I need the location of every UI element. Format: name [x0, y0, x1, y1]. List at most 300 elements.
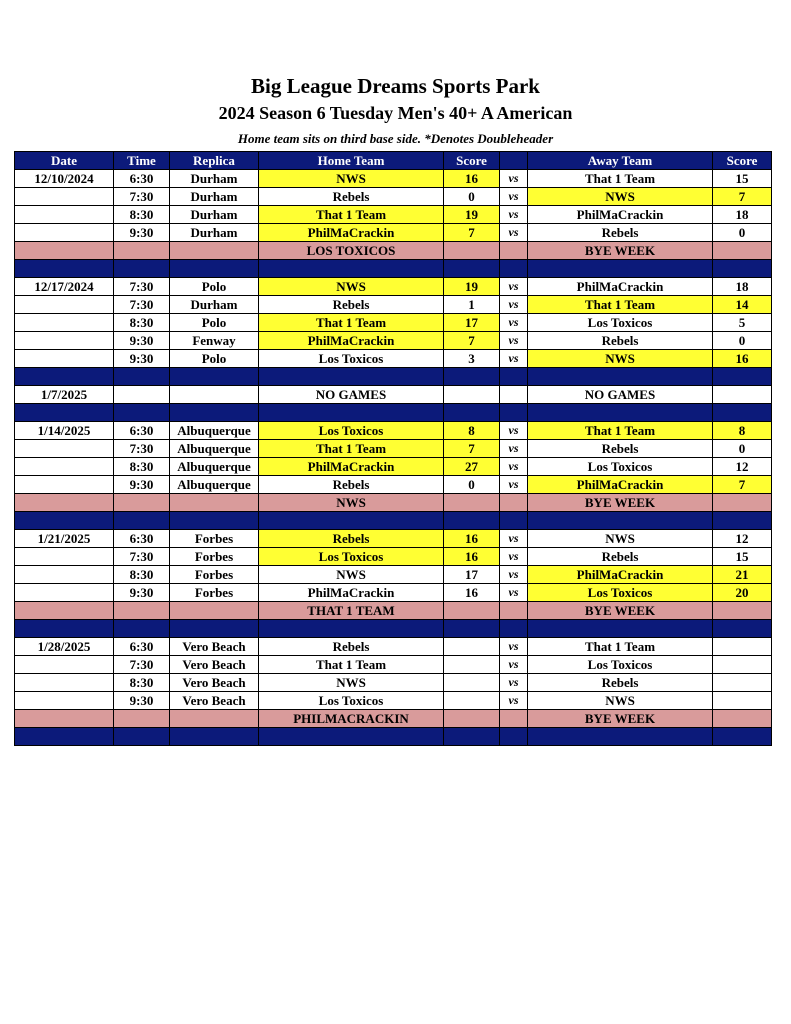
time-cell: 8:30: [114, 314, 170, 332]
home-score-cell: 0: [444, 476, 500, 494]
replica-cell: Durham: [170, 188, 259, 206]
vs-cell: vs: [500, 224, 528, 242]
away-team-cell: NWS: [528, 692, 713, 710]
spacer-cell: [114, 260, 170, 278]
spacer-cell: [528, 728, 713, 746]
vs-cell: vs: [500, 674, 528, 692]
time-cell: 7:30: [114, 548, 170, 566]
home-team-cell: That 1 Team: [259, 206, 444, 224]
bye-team-cell: PHILMACRACKIN: [259, 710, 444, 728]
date-cell: [15, 440, 114, 458]
game-row: [15, 224, 772, 242]
away-team-cell: NWS: [528, 188, 713, 206]
col-vs: [500, 152, 528, 170]
vs-cell: vs: [500, 206, 528, 224]
away-team-cell: Rebels: [528, 548, 713, 566]
home-score-cell: [444, 674, 500, 692]
home-score-cell: 17: [444, 566, 500, 584]
date-cell: 1/28/2025: [15, 638, 114, 656]
replica-cell: Vero Beach: [170, 674, 259, 692]
time-cell: 7:30: [114, 656, 170, 674]
replica-cell: [170, 242, 259, 260]
replica-cell: Forbes: [170, 566, 259, 584]
spacer-row: [15, 728, 772, 746]
away-score-cell: 18: [713, 206, 772, 224]
vs-cell: vs: [500, 188, 528, 206]
date-cell: [15, 548, 114, 566]
date-cell: 1/7/2025: [15, 386, 114, 404]
away-team-cell: Rebels: [528, 332, 713, 350]
date-cell: [15, 602, 114, 620]
away-team-cell: Rebels: [528, 674, 713, 692]
home-score-cell: [444, 602, 500, 620]
vs-cell: vs: [500, 638, 528, 656]
spacer-cell: [114, 404, 170, 422]
home-team-cell: Rebels: [259, 188, 444, 206]
vs-cell: vs: [500, 314, 528, 332]
replica-cell: [170, 494, 259, 512]
spacer-cell: [444, 512, 500, 530]
game-row: [15, 566, 772, 584]
home-score-cell: 16: [444, 530, 500, 548]
spacer-cell: [444, 260, 500, 278]
game-row: [15, 350, 772, 368]
away-score-cell: 15: [713, 548, 772, 566]
spacer-cell: [713, 728, 772, 746]
game-row: [15, 692, 772, 710]
replica-cell: Fenway: [170, 332, 259, 350]
home-score-cell: 19: [444, 278, 500, 296]
spacer-cell: [15, 260, 114, 278]
time-cell: [114, 710, 170, 728]
date-cell: 1/21/2025: [15, 530, 114, 548]
time-cell: [114, 242, 170, 260]
spacer-cell: [500, 368, 528, 386]
date-cell: [15, 296, 114, 314]
game-row: [15, 548, 772, 566]
game-row: [15, 170, 772, 188]
spacer-cell: [259, 260, 444, 278]
date-cell: 12/10/2024: [15, 170, 114, 188]
spacer-row: [15, 620, 772, 638]
home-team-cell: Los Toxicos: [259, 350, 444, 368]
away-team-cell: That 1 Team: [528, 638, 713, 656]
time-cell: 9:30: [114, 332, 170, 350]
spacer-cell: [500, 728, 528, 746]
game-row: [15, 584, 772, 602]
time-cell: 8:30: [114, 674, 170, 692]
time-cell: 9:30: [114, 224, 170, 242]
home-score-cell: 0: [444, 188, 500, 206]
time-cell: 9:30: [114, 476, 170, 494]
home-score-cell: [444, 656, 500, 674]
replica-cell: Polo: [170, 278, 259, 296]
away-score-cell: 15: [713, 170, 772, 188]
vs-cell: vs: [500, 278, 528, 296]
spacer-cell: [713, 368, 772, 386]
replica-cell: [170, 602, 259, 620]
header-row: [15, 152, 772, 170]
schedule-table: [14, 151, 772, 746]
date-cell: [15, 206, 114, 224]
home-team-cell: PhilMaCrackin: [259, 224, 444, 242]
away-score-cell: [713, 692, 772, 710]
away-team-cell: NWS: [528, 530, 713, 548]
date-cell: [15, 584, 114, 602]
home-team-cell: Los Toxicos: [259, 548, 444, 566]
replica-cell: Vero Beach: [170, 638, 259, 656]
date-cell: 1/14/2025: [15, 422, 114, 440]
spacer-cell: [528, 260, 713, 278]
replica-cell: [170, 710, 259, 728]
home-score-cell: [444, 692, 500, 710]
game-row: [15, 386, 772, 404]
time-cell: 8:30: [114, 206, 170, 224]
away-team-cell: That 1 Team: [528, 170, 713, 188]
away-score-cell: 8: [713, 422, 772, 440]
replica-cell: Polo: [170, 314, 259, 332]
spacer-cell: [170, 728, 259, 746]
vs-cell: [500, 602, 528, 620]
home-team-cell: Rebels: [259, 476, 444, 494]
game-row: [15, 206, 772, 224]
home-team-cell: NWS: [259, 674, 444, 692]
spacer-cell: [170, 260, 259, 278]
replica-cell: Vero Beach: [170, 656, 259, 674]
away-score-cell: [713, 602, 772, 620]
vs-cell: vs: [500, 548, 528, 566]
col-replica: Replica: [170, 152, 259, 170]
date-cell: [15, 224, 114, 242]
home-score-cell: 17: [444, 314, 500, 332]
away-score-cell: 21: [713, 566, 772, 584]
vs-cell: vs: [500, 170, 528, 188]
away-score-cell: [713, 494, 772, 512]
vs-cell: [500, 710, 528, 728]
spacer-cell: [528, 404, 713, 422]
spacer-cell: [444, 620, 500, 638]
replica-cell: Polo: [170, 350, 259, 368]
home-score-cell: 16: [444, 584, 500, 602]
col-away-score: Score: [713, 152, 772, 170]
game-row: [15, 458, 772, 476]
time-cell: 6:30: [114, 170, 170, 188]
date-cell: [15, 242, 114, 260]
away-team-cell: Rebels: [528, 440, 713, 458]
date-cell: [15, 350, 114, 368]
spacer-cell: [444, 404, 500, 422]
away-score-cell: 7: [713, 476, 772, 494]
spacer-cell: [114, 728, 170, 746]
away-team-cell: Rebels: [528, 224, 713, 242]
replica-cell: Albuquerque: [170, 476, 259, 494]
date-cell: 12/17/2024: [15, 278, 114, 296]
spacer-row: [15, 404, 772, 422]
away-team-cell: Los Toxicos: [528, 314, 713, 332]
spacer-row: [15, 368, 772, 386]
home-score-cell: 7: [444, 224, 500, 242]
home-score-cell: 19: [444, 206, 500, 224]
home-score-cell: 7: [444, 440, 500, 458]
bye-row: [15, 494, 772, 512]
date-cell: [15, 188, 114, 206]
replica-cell: Albuquerque: [170, 440, 259, 458]
away-score-cell: 7: [713, 188, 772, 206]
replica-cell: Vero Beach: [170, 692, 259, 710]
home-team-cell: That 1 Team: [259, 314, 444, 332]
date-cell: [15, 314, 114, 332]
game-row: [15, 530, 772, 548]
away-team-cell: NWS: [528, 350, 713, 368]
spacer-cell: [170, 368, 259, 386]
bye-row: [15, 242, 772, 260]
away-score-cell: 12: [713, 530, 772, 548]
spacer-cell: [713, 512, 772, 530]
game-row: [15, 638, 772, 656]
page-subtitle: 2024 Season 6 Tuesday Men's 40+ A American: [218, 103, 573, 123]
col-time: Time: [114, 152, 170, 170]
game-row: [15, 674, 772, 692]
away-score-cell: [713, 656, 772, 674]
away-team-cell: PhilMaCrackin: [528, 278, 713, 296]
spacer-row: [15, 512, 772, 530]
away-team-cell: PhilMaCrackin: [528, 566, 713, 584]
time-cell: 9:30: [114, 692, 170, 710]
home-score-cell: [444, 242, 500, 260]
vs-cell: vs: [500, 566, 528, 584]
home-score-cell: 8: [444, 422, 500, 440]
home-score-cell: 7: [444, 332, 500, 350]
replica-cell: Durham: [170, 224, 259, 242]
spacer-cell: [15, 404, 114, 422]
home-score-cell: 16: [444, 548, 500, 566]
game-row: [15, 296, 772, 314]
spacer-cell: [15, 728, 114, 746]
time-cell: 9:30: [114, 584, 170, 602]
away-score-cell: 14: [713, 296, 772, 314]
spacer-cell: [114, 620, 170, 638]
spacer-cell: [15, 368, 114, 386]
home-team-cell: PhilMaCrackin: [259, 458, 444, 476]
game-row: [15, 476, 772, 494]
time-cell: 6:30: [114, 638, 170, 656]
vs-cell: vs: [500, 350, 528, 368]
time-cell: [114, 494, 170, 512]
spacer-cell: [259, 512, 444, 530]
game-row: [15, 422, 772, 440]
spacer-cell: [713, 260, 772, 278]
game-row: [15, 332, 772, 350]
away-team-cell: Los Toxicos: [528, 584, 713, 602]
time-cell: 8:30: [114, 458, 170, 476]
spacer-cell: [500, 620, 528, 638]
away-team-cell: Los Toxicos: [528, 458, 713, 476]
away-team-cell: Los Toxicos: [528, 656, 713, 674]
away-score-cell: 5: [713, 314, 772, 332]
home-team-cell: Rebels: [259, 638, 444, 656]
col-date: Date: [15, 152, 114, 170]
replica-cell: Forbes: [170, 584, 259, 602]
time-cell: 7:30: [114, 440, 170, 458]
time-cell: 7:30: [114, 296, 170, 314]
away-score-cell: [713, 638, 772, 656]
spacer-cell: [500, 260, 528, 278]
date-cell: [15, 332, 114, 350]
spacer-cell: [500, 512, 528, 530]
col-home-score: Score: [444, 152, 500, 170]
replica-cell: Durham: [170, 296, 259, 314]
away-score-cell: 18: [713, 278, 772, 296]
spacer-cell: [170, 620, 259, 638]
home-score-cell: 27: [444, 458, 500, 476]
spacer-cell: [528, 368, 713, 386]
away-team-cell: PhilMaCrackin: [528, 476, 713, 494]
vs-cell: [500, 386, 528, 404]
vs-cell: [500, 494, 528, 512]
spacer-cell: [170, 512, 259, 530]
home-team-cell: PhilMaCrackin: [259, 584, 444, 602]
date-cell: [15, 566, 114, 584]
spacer-cell: [500, 404, 528, 422]
bye-row: [15, 710, 772, 728]
away-score-cell: [713, 386, 772, 404]
away-team-cell: That 1 Team: [528, 296, 713, 314]
home-score-cell: 3: [444, 350, 500, 368]
time-cell: 8:30: [114, 566, 170, 584]
home-team-cell: That 1 Team: [259, 656, 444, 674]
spacer-cell: [259, 404, 444, 422]
spacer-cell: [114, 368, 170, 386]
away-score-cell: 12: [713, 458, 772, 476]
col-away-team: Away Team: [528, 152, 713, 170]
home-score-cell: [444, 494, 500, 512]
away-team-cell: PhilMaCrackin: [528, 206, 713, 224]
spacer-cell: [259, 620, 444, 638]
away-score-cell: 20: [713, 584, 772, 602]
spacer-cell: [444, 368, 500, 386]
date-cell: [15, 710, 114, 728]
game-row: [15, 656, 772, 674]
spacer-row: [15, 260, 772, 278]
date-cell: [15, 494, 114, 512]
bye-label-cell: BYE WEEK: [528, 710, 713, 728]
away-score-cell: 16: [713, 350, 772, 368]
away-score-cell: [713, 242, 772, 260]
time-cell: 6:30: [114, 422, 170, 440]
replica-cell: Durham: [170, 206, 259, 224]
away-score-cell: 0: [713, 224, 772, 242]
away-team-cell: NO GAMES: [528, 386, 713, 404]
replica-cell: Forbes: [170, 548, 259, 566]
spacer-cell: [170, 404, 259, 422]
vs-cell: vs: [500, 584, 528, 602]
page-title: Big League Dreams Sports Park: [251, 74, 540, 98]
away-score-cell: 0: [713, 440, 772, 458]
vs-cell: vs: [500, 440, 528, 458]
time-cell: 7:30: [114, 278, 170, 296]
bye-label-cell: BYE WEEK: [528, 602, 713, 620]
vs-cell: vs: [500, 476, 528, 494]
home-score-cell: 16: [444, 170, 500, 188]
away-score-cell: [713, 710, 772, 728]
spacer-cell: [713, 620, 772, 638]
bye-label-cell: BYE WEEK: [528, 494, 713, 512]
vs-cell: vs: [500, 332, 528, 350]
home-team-cell: Los Toxicos: [259, 692, 444, 710]
spacer-cell: [114, 512, 170, 530]
time-cell: 6:30: [114, 530, 170, 548]
game-row: [15, 314, 772, 332]
home-team-cell: Rebels: [259, 296, 444, 314]
vs-cell: vs: [500, 422, 528, 440]
home-team-cell: PhilMaCrackin: [259, 332, 444, 350]
date-cell: [15, 458, 114, 476]
replica-cell: Durham: [170, 170, 259, 188]
vs-cell: [500, 242, 528, 260]
vs-cell: vs: [500, 530, 528, 548]
time-cell: [114, 602, 170, 620]
bye-label-cell: BYE WEEK: [528, 242, 713, 260]
vs-cell: vs: [500, 458, 528, 476]
home-team-cell: NO GAMES: [259, 386, 444, 404]
time-cell: [114, 386, 170, 404]
home-team-cell: Los Toxicos: [259, 422, 444, 440]
away-score-cell: 0: [713, 332, 772, 350]
home-team-cell: NWS: [259, 278, 444, 296]
spacer-cell: [444, 728, 500, 746]
game-row: [15, 440, 772, 458]
home-team-cell: Rebels: [259, 530, 444, 548]
spacer-cell: [15, 620, 114, 638]
spacer-cell: [713, 404, 772, 422]
date-cell: [15, 674, 114, 692]
home-team-cell: NWS: [259, 566, 444, 584]
game-row: [15, 278, 772, 296]
replica-cell: Albuquerque: [170, 422, 259, 440]
spacer-cell: [15, 512, 114, 530]
home-score-cell: [444, 386, 500, 404]
date-cell: [15, 692, 114, 710]
page-note: Home team sits on third base side. *Denotes Doubleheader: [237, 131, 554, 146]
replica-cell: [170, 386, 259, 404]
home-score-cell: [444, 710, 500, 728]
bye-team-cell: NWS: [259, 494, 444, 512]
game-row: [15, 188, 772, 206]
spacer-cell: [528, 512, 713, 530]
replica-cell: Forbes: [170, 530, 259, 548]
bye-team-cell: LOS TOXICOS: [259, 242, 444, 260]
date-cell: [15, 656, 114, 674]
bye-team-cell: THAT 1 TEAM: [259, 602, 444, 620]
vs-cell: vs: [500, 692, 528, 710]
spacer-cell: [528, 620, 713, 638]
home-score-cell: [444, 638, 500, 656]
spacer-cell: [259, 728, 444, 746]
away-score-cell: [713, 674, 772, 692]
spacer-cell: [259, 368, 444, 386]
date-cell: [15, 476, 114, 494]
home-team-cell: NWS: [259, 170, 444, 188]
home-team-cell: That 1 Team: [259, 440, 444, 458]
col-home-team: Home Team: [259, 152, 444, 170]
time-cell: 7:30: [114, 188, 170, 206]
away-team-cell: That 1 Team: [528, 422, 713, 440]
bye-row: [15, 602, 772, 620]
replica-cell: Albuquerque: [170, 458, 259, 476]
home-score-cell: 1: [444, 296, 500, 314]
vs-cell: vs: [500, 656, 528, 674]
vs-cell: vs: [500, 296, 528, 314]
